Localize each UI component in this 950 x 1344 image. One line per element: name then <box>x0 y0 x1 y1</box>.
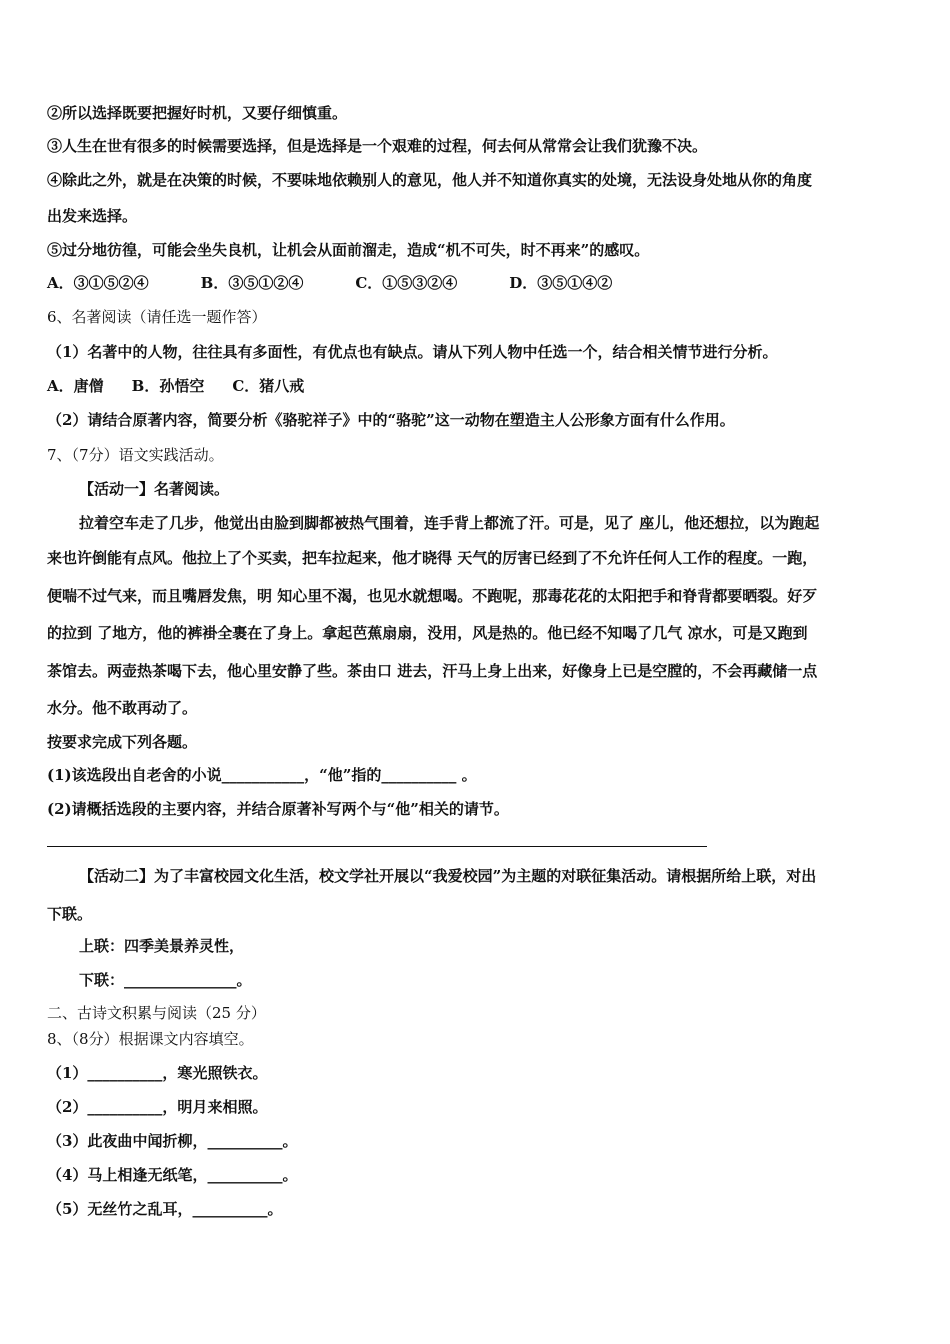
passage-line-5: 茶馆去。两壶热茶喝下去，他心里安静了些。茶由口 进去，汗马上身上出来，好像身上已是空膛的，不会再藏储一点 <box>47 662 818 680</box>
question-7-heading: 7、（7分）语文实践活动。 <box>47 446 224 464</box>
passage-line-6: 水分。他不敢再动了。 <box>47 699 198 717</box>
q6-choice-c: C．猪八戒 <box>232 377 305 395</box>
question-8-item-3: （3）此夜曲中闻折柳，__________。 <box>47 1132 298 1150</box>
passage-line-3: 便喘不过气来，而且嘴唇发焦，明 知心里不渴，也见水就想喝。不跑呢，那毒花花的太阳把手和脊背都要晒裂。好歹 <box>47 587 818 605</box>
q6-choice-a: A．唐僧 <box>47 377 104 395</box>
q5-choice-c: C．①⑤③②④ <box>355 274 458 292</box>
question-8-item-1: （1）__________，寒光照铁衣。 <box>47 1064 268 1082</box>
section-2-heading: 二、古诗文积累与阅读（25 分） <box>47 1004 266 1022</box>
passage-line-2: 来也许倒能有点风。他拉上了个买卖，把车拉起来，他才晓得 天气的厉害已经到了不允许任何人工作的程度。一跑， <box>47 549 818 567</box>
option-line-2: ②所以选择既要把握好时机，又要仔细慎重。 <box>47 104 348 122</box>
question-6-heading: 6、名著阅读（请任选一题作答） <box>47 308 267 326</box>
q5-choice-b: B．③⑤①②④ <box>200 274 304 292</box>
question-8-heading: 8、（8分）根据课文内容填空。 <box>47 1030 254 1048</box>
q5-choices <box>47 273 612 293</box>
option-line-4-cont: 出发来选择。 <box>47 207 138 225</box>
passage-line-4: 的拉到 了地方，他的裤褂全裹在了身上。拿起芭蕉扇扇，没用，风是热的。他已经不知喝了几气 凉水，可是又跑到 <box>47 624 808 642</box>
question-6-part-2: （2）请结合原著内容，简要分析《骆驼祥子》中的“骆驼”这一动物在塑造主人公形象方面有什么作用。 <box>47 411 735 429</box>
q5-choice-d: D．③⑤①④② <box>509 274 613 292</box>
answer-line <box>47 846 707 847</box>
question-8-item-2: （2）__________，明月来相照。 <box>47 1098 268 1116</box>
lower-couplet: 下联：_______________。 <box>79 971 252 989</box>
option-line-4: ④除此之外，就是在决策的时候，不要味地依赖别人的意见，他人并不知道你真实的处境，无法设身处地从你的角度 <box>47 171 813 189</box>
question-8-item-4: （4）马上相逢无纸笔，__________。 <box>47 1166 298 1184</box>
q6-choices <box>47 376 304 396</box>
activity-2-line-1: 【活动二】为了丰富校园文化生活，校文学社开展以“我爱校园”为主题的对联征集活动。请根据所给上联，对出 <box>79 867 817 885</box>
option-line-5: ⑤过分地彷徨，可能会坐失良机，让机会从面前溜走，造成“机不可失，时不再来”的感叹。 <box>47 241 650 259</box>
activity-1-heading: 【活动一】名著阅读。 <box>79 480 230 498</box>
instruction-line: 按要求完成下列各题。 <box>47 733 198 751</box>
q6-choice-b: B．孙悟空 <box>131 377 205 395</box>
question-7-part-2: (2)请概括选段的主要内容，并结合原著补写两个与“他”相关的请节。 <box>47 800 509 818</box>
question-7-part-1: (1)该选段出自老舍的小说___________，“他”指的__________ 。 <box>47 766 477 784</box>
question-6-part-1: （1）名著中的人物，往往具有多面性，有优点也有缺点。请从下列人物中任选一个，结合相关情节进行分析。 <box>47 343 778 361</box>
passage-line-1: 拉着空车走了几步，他觉出由脸到脚都被热气围着，连手背上都流了汗。可是，见了 座儿，他还想拉，以为跑起 <box>79 514 820 532</box>
question-8-item-5: （5）无丝竹之乱耳，__________。 <box>47 1200 283 1218</box>
activity-2-line-2: 下联。 <box>47 905 93 923</box>
upper-couplet: 上联：四季美景养灵性， <box>79 937 245 955</box>
q5-choice-a: A．③①⑤②④ <box>47 274 149 292</box>
option-line-3: ③人生在世有很多的时候需要选择，但是选择是一个艰难的过程，何去何从常常会让我们犹豫不决。 <box>47 137 708 155</box>
